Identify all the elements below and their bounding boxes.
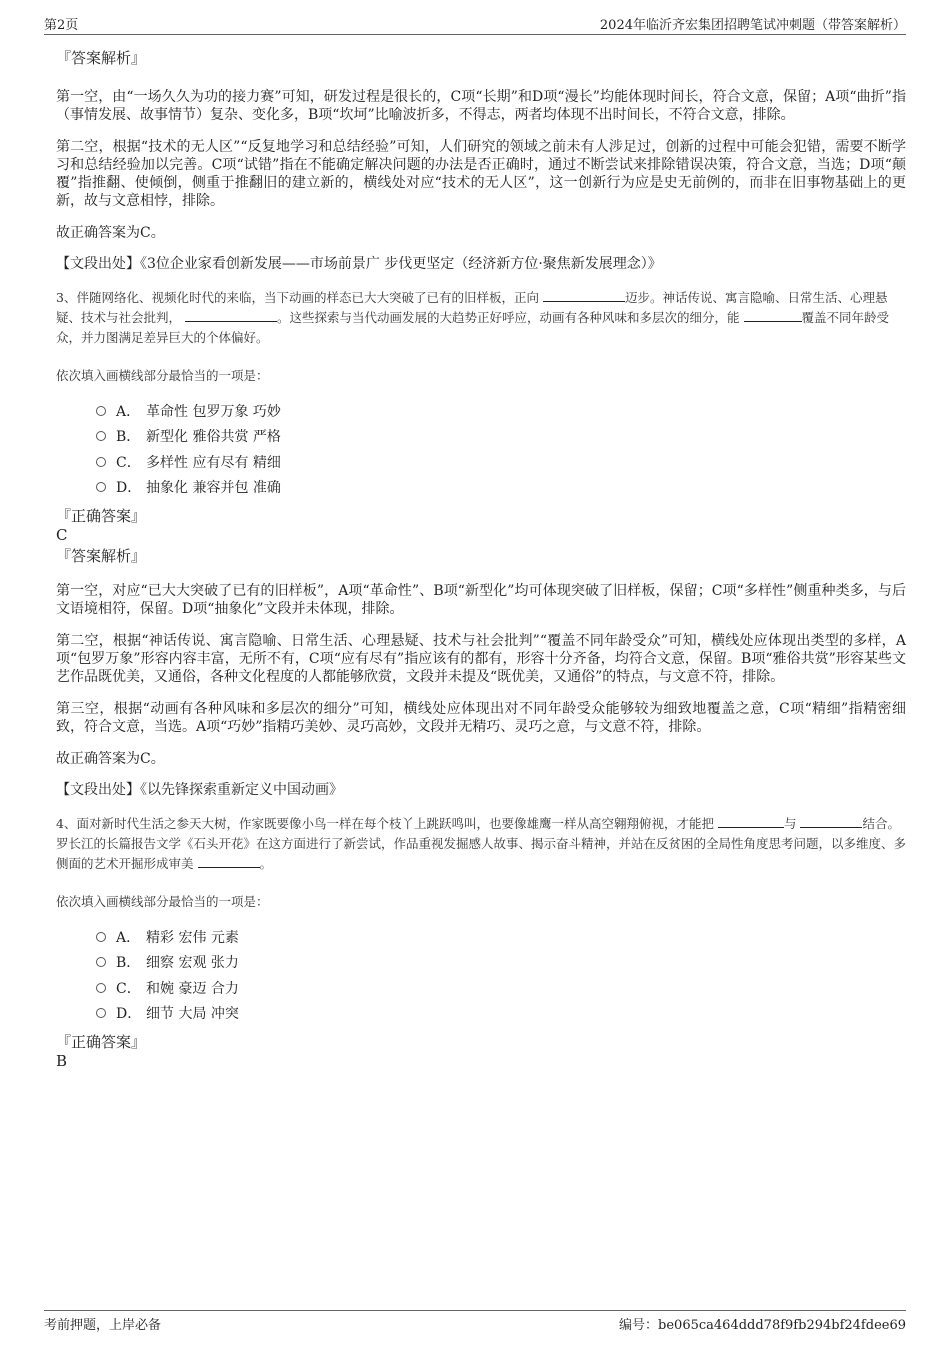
- q3-conclusion: 故正确答案为C。: [56, 751, 165, 767]
- q4-stem: [56, 814, 906, 874]
- q4-option-c[interactable]: C． 和婉 豪迈 合力: [96, 975, 906, 1001]
- page-number: 第2页: [44, 18, 79, 33]
- q3-blank-3: [744, 309, 802, 322]
- q2-analysis-label: 『答案解析』: [56, 49, 147, 67]
- q3-stem-c: 。这些探索与当代动画发展的大趋势正好呼应，动画有各种风味和多层次的细分，能: [277, 310, 740, 325]
- radio-icon[interactable]: [96, 932, 106, 942]
- radio-icon[interactable]: [96, 957, 106, 967]
- radio-icon[interactable]: [96, 983, 106, 993]
- q4-stem-c: 结合。罗长江的长篇报告文学《石头开花》在这方面进行了新尝试，作品重视发掘感人故事、揭示奋斗精神，并站在反贫困的全局性角度思考问题，以多维度、多侧面的艺术开掘形成审美: [56, 816, 907, 871]
- q4-answer-label: 『正确答案』: [56, 1033, 147, 1051]
- radio-icon[interactable]: [96, 406, 106, 416]
- q4-option-b[interactable]: B． 细察 宏观 张力: [96, 950, 906, 976]
- radio-icon[interactable]: [96, 1008, 106, 1018]
- q3-blank-1: [543, 289, 625, 302]
- q4-options: [96, 924, 906, 1026]
- q2-conclusion: 故正确答案为C。: [56, 225, 165, 241]
- q4-stem-d: 。: [259, 856, 273, 871]
- q2-analysis-p1: 第一空，由“一场久久为功的接力赛”可知，研发过程是很长的，C项“长期”和D项“漫长”均能体现时间长，符合文意，保留；A项“曲折”指（事情发展、故事情节）复杂、变化多，B项“坎坷”比喻波折多，不得志，两者均体现不出时间长，不符合文意，排除。: [56, 89, 906, 123]
- q4-option-d[interactable]: D． 细节 大局 冲突: [96, 1001, 906, 1027]
- q3-instruction: 依次填入画横线部分最恰当的一项是：: [56, 368, 269, 383]
- q3-stem-b: 迈步。神话传说、寓言隐喻、日常生活、心理悬疑、技术与社会批判，: [56, 290, 888, 325]
- radio-icon[interactable]: [96, 482, 106, 492]
- q3-answer-label: 『正确答案』: [56, 507, 147, 525]
- page-content: [56, 40, 906, 1070]
- q3-analysis-label: 『答案解析』: [56, 547, 147, 565]
- q3-analysis-p3: 第三空，根据“动画有各种风味和多层次的细分”可知，横线处应体现出对不同年龄受众能够较为细致地覆盖之意，C项“精细”指精密细致，符合文意，当选。A项“巧妙”指精巧美妙、灵巧高妙，文段并无精巧、灵巧之意，与文意不符，排除。: [56, 701, 906, 735]
- q4-blank-2: [800, 815, 862, 828]
- q4-option-a[interactable]: A． 精彩 宏伟 元素: [96, 924, 906, 950]
- q4-answer: B: [56, 1052, 68, 1070]
- footer-slogan: 考前押题，上岸必备: [44, 1318, 162, 1333]
- q3-option-a[interactable]: A． 革命性 包罗万象 巧妙: [96, 398, 906, 424]
- radio-icon[interactable]: [96, 431, 106, 441]
- q3-option-d[interactable]: D． 抽象化 兼容并包 准确: [96, 475, 906, 501]
- q3-options: [96, 398, 906, 500]
- q4-blank-1: [718, 815, 784, 828]
- document-title: 2024年临沂齐宏集团招聘笔试冲刺题（带答案解析）: [599, 18, 906, 33]
- q3-blank-2: [185, 309, 277, 322]
- q3-analysis-p1: 第一空，对应“已大大突破了已有的旧样板”，A项“革命性”、B项“新型化”均可体现突破了旧样板，保留；C项“多样性”侧重种类多，与后文语境相符，保留。D项“抽象化”文段并未体现，排除。: [56, 583, 906, 617]
- q4-stem-a: 4、面对新时代生活之参天大树，作家既要像小鸟一样在每个枝丫上跳跃鸣叫，也要像雄鹰一样从高空翱翔俯视，才能把: [56, 816, 714, 831]
- radio-icon[interactable]: [96, 457, 106, 467]
- q2-source: 【文段出处】《3位企业家看创新发展——市场前景广 步伐更坚定（经济新方位·聚焦新发展理念）》: [56, 256, 662, 272]
- page-header: [44, 12, 906, 35]
- q3-stem-d: 覆盖不同年龄受众，并力图满足差异巨大的个体偏好。: [56, 310, 890, 345]
- q3-option-c[interactable]: C． 多样性 应有尽有 精细: [96, 449, 906, 475]
- q3-stem-a: 3、伴随网络化、视频化时代的来临，当下动画的样态已大大突破了已有的旧样板，正向: [56, 290, 539, 305]
- q4-blank-3: [198, 855, 260, 868]
- document-id: 编号：be065ca464ddd78f9fb294bf24fdee69: [619, 1318, 906, 1333]
- q3-source: 【文段出处】《以先锋探索重新定义中国动画》: [56, 782, 343, 798]
- q4-stem-b: 与: [783, 816, 797, 831]
- page-footer: [44, 1310, 906, 1333]
- q3-answer: C: [56, 526, 68, 544]
- q3-analysis-p2: 第二空，根据“神话传说、寓言隐喻、日常生活、心理悬疑、技术与社会批判”“覆盖不同年龄受众”可知，横线处应体现出类型的多样，A项“包罗万象”形容内容丰富，无所不有，C项“应有尽有”指应该有的都有，形容十分齐备，均符合文意，保留。B项“雅俗共赏”形容某些文艺作品既优美，又通俗，各种文化程度的人都能够欣赏，文段并未提及“既优美，又通俗”的特点，与文意不符，排除。: [56, 633, 906, 685]
- q2-analysis-p2: 第二空，根据“技术的无人区”“反复地学习和总结经验”可知，人们研究的领域之前未有人涉足过，创新的过程中可能会犯错，需要不断学习和总结经验加以完善。C项“试错”指在不能确定解决问题的办法是否正确时，通过不断尝试来排除错误决策，符合文意，当选；D项“颠覆”指推翻、使倾倒，侧重于推翻旧的建立新的，横线处对应“技术的无人区”，这一创新行为应是史无前例的，而非在旧事物基础上的更新，故与文意相悖，排除。: [56, 139, 906, 209]
- q4-instruction: 依次填入画横线部分最恰当的一项是：: [56, 894, 269, 909]
- q3-option-b[interactable]: B． 新型化 雅俗共赏 严格: [96, 424, 906, 450]
- q3-stem: [56, 288, 906, 348]
